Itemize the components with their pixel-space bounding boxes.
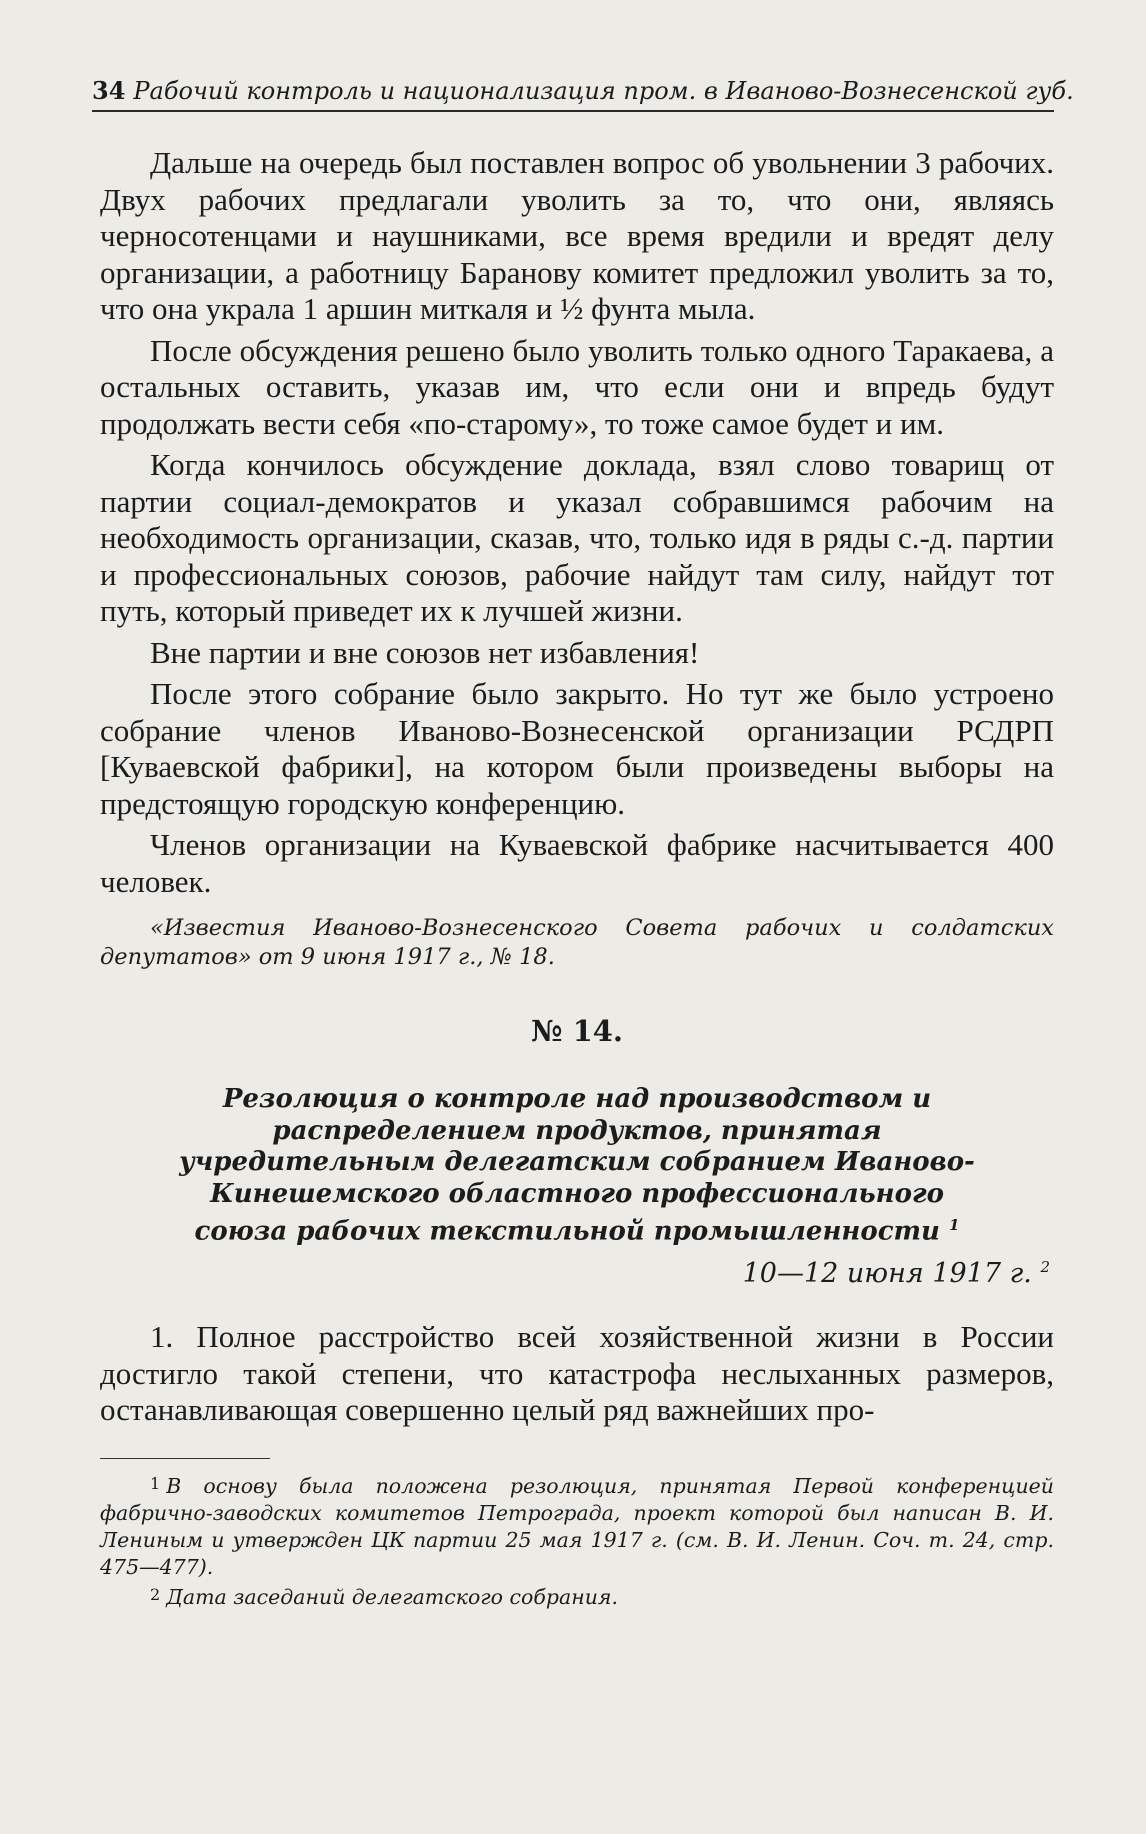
resolution-date xyxy=(100,1258,1050,1289)
resolution-paragraph: 1. Полное расстройство всей хозяйственной жизни в России достигло такой степени, что катастрофа неслыханных размеров, останавливающая совершенно целый ряд важнейших про- xyxy=(100,1319,1054,1428)
resolution-date-text: 10—12 июня 1917 г. xyxy=(742,1258,1032,1290)
footnotes xyxy=(100,1470,1054,1611)
running-title: Рабочий контроль и национализация пром. в Иваново-Вознесенской губ. xyxy=(133,77,1074,105)
footnote-rule xyxy=(100,1458,270,1459)
resolution-title xyxy=(177,1084,977,1248)
footnote-mark: 1 xyxy=(150,1474,161,1493)
footnote xyxy=(100,1470,1054,1581)
footnote-ref: 2 xyxy=(1040,1258,1050,1277)
page-number: 34 xyxy=(92,76,126,105)
footnote-text: В основу была положена резолюция, принятая Первой конференцией фабрично-заводских комитетов Петрограда, проект которой был написан В. И. Лениным и утвержден ЦК партии 25 мая 1917 г. (см. В. И. Ленин. Соч. т. 24, стр. 475—477). xyxy=(100,1474,1054,1579)
paragraph: Вне партии и вне союзов нет избавления! xyxy=(150,634,700,670)
paragraph: Членов организации на Куваевской фабрике насчитывается 400 человек. xyxy=(100,827,1054,899)
footnote xyxy=(100,1581,1054,1611)
footnote-text: Дата заседаний делегатского собрания. xyxy=(166,1585,618,1609)
paragraph: После этого собрание было закрыто. Но тут же было устроено собрание членов Иваново-Вознесенской организации РСДРП [Куваевской фабрики], на котором были произведены выборы на предстоящую городскую конференцию. xyxy=(100,676,1054,821)
source-citation: «Известия Иваново-Вознесенского Совета рабочих и солдатских депутатов» от 9 июня 1917 г., № 18. xyxy=(100,915,1054,970)
footnote-ref: 1 xyxy=(949,1216,960,1234)
paragraph: После обсуждения решено было уволить только одного Таракаева, а остальных оставить, указав им, что если они и впредь будут продолжать вести себя «по-старому», то тоже самое будет и им. xyxy=(100,332,1054,441)
paragraph: Когда кончилось обсуждение доклада, взял слово товарищ от партии социал-демократов и указал собравшимся рабочим на необходимость организации, сказав, что, только идя в ряды с.-д. партии и профессиональных союзов, рабочие найдут там силу, найдут тот путь, который приведет их к лучшей жизни. xyxy=(100,447,1054,628)
paragraph: Дальше на очередь был поставлен вопрос об увольнении 3 рабочих. Двух рабочих предлагали уволить за то, что они, являясь черносотенцами и наушниками, все время вредили и вредят делу организации, а работницу Баранову комитет предложил уволить за то, что она украла 1 аршин миткаля и ½ фунта мыла. xyxy=(100,145,1054,326)
running-header xyxy=(92,76,1074,106)
footnote-mark: 2 xyxy=(150,1585,161,1604)
document-number: № 14. xyxy=(530,1014,624,1048)
main-text xyxy=(100,145,1054,1434)
header-rule xyxy=(92,110,1054,112)
resolution-title-text: Резолюция о контроле над производством и распределением продуктов, принятая учредительным делегатским собранием Иваново-Кинешемского областного профессионального союза рабочих текстильной промышленности xyxy=(179,1084,975,1247)
